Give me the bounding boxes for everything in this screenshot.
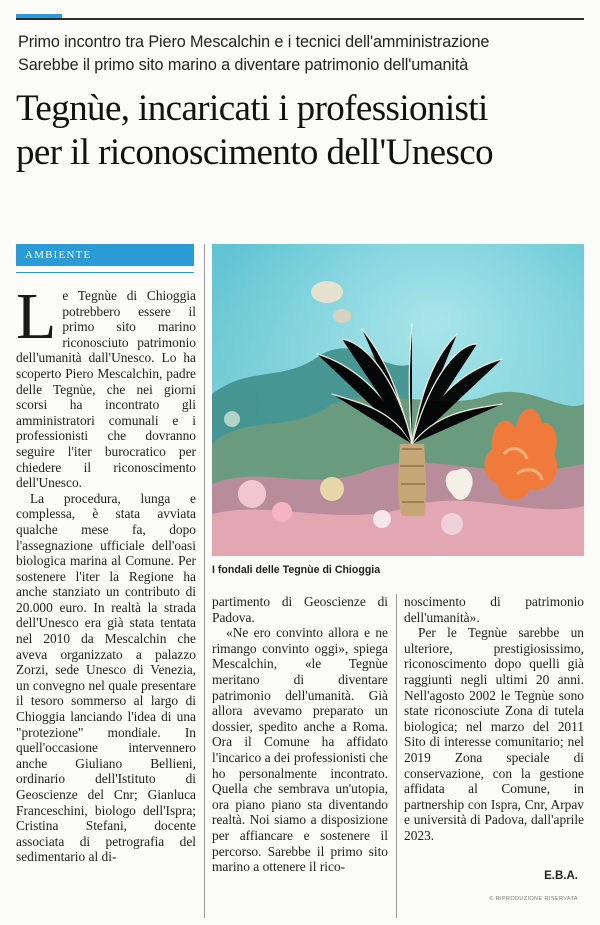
copyright-note: © RIPRODUZIONE RISERVATA: [489, 896, 578, 902]
headline-line-2: per il riconoscimento dell'Unesco: [16, 132, 493, 173]
headline-line-1: Tegnùe, incaricati i professionisti: [16, 88, 488, 129]
drop-cap: L: [16, 288, 57, 353]
column-rule-2: [396, 594, 397, 918]
paragraph-recognitions: Per le Tegnùe sarebbe un ulteriore, prestigiosissimo, riconoscimento dopo quelli già raggiunti negli ultimi 20 anni. Nell'agosto 2002 le Tegnùe sono state riconosciute Zona di tutela biologica; nel marzo del 2011 Sito di interesse comunitario; nel 2019 Zona speciale di conservazione, con la gestione affidata al Comune, in partnership con Ispra, Cnr, Arpav e università di Padova, dall'aprile 2023.: [404, 625, 584, 843]
paragraph-continuation-2: partimento di Geoscienze di Padova.: [212, 594, 388, 625]
seabed-photo: [212, 244, 584, 556]
coral-reef-illustration: [212, 244, 584, 556]
intro-text: e Tegnùe di Chioggia potrebbero essere il primo sito marino riconosciuto patrimonio dell'umanità dall'Unesco. Lo ha scoperto Piero Mescalchin, padre delle Tegnùe, che nei giorni scorsi ha incontrato gli amministratori comunali e i professionisti che dovranno seguire l'iter burocratico per chiedere il riconoscimento dell'Unesco.: [16, 288, 196, 491]
author-signature: E.B.A.: [544, 870, 578, 882]
kicker-underline: [16, 272, 194, 273]
paragraph-intro: [16, 288, 196, 491]
column-rule-1: [204, 244, 205, 918]
subheadline-1: Primo incontro tra Piero Mescalchin e i tecnici dell'amministrazione: [18, 33, 490, 51]
article-column-1: [16, 288, 196, 918]
paragraph-quote: «Ne ero convinto allora e ne rimango convinto oggi», spiega Mescalchin, «le Tegnùe meritano di diventare patrimonio dell'umanità. Già allora avevamo preparato un dossier, spedito anche a Roma. Ora il Comune ha affidato l'incarico a dei professionisti che ho personalmente incontrato. Quella che sembrava un'utopia, ora piano piano sta diventando realtà. Noi siamo a disposizione per affiancare e sostenere il percorso. Sarebbe il primo sito marino a ottenere il rico-: [212, 625, 388, 875]
paragraph-procedure: La procedura, lunga e complessa, è stata avviata qualche mese fa, dopo l'assegnazione ufficiale dell'oasi biologica marina al Comune. Per sostenere l'iter la Regione ha anche stanziato un contributo di 20.000 euro. In realtà la strada dell'Unesco era già stata tentata nel 2010 da Mescalchin che aveva organizzato a palazzo Zorzi, sede Unesco di Venezia, un convegno nel quale presentare il tesoro sommerso al largo di Chioggia lanciando l'idea di una "protezione" mondiale. In quell'occasione intervennero anche Giuliano Bellieni, ordinario dell'Istituto di Geoscienze del Cnr; Gianluca Franceschini, biologo dell'Ispra; Cristina Stefani, docente associata di petrografia del sedimentario al di-: [16, 490, 196, 865]
paragraph-continuation-3: noscimento di patrimonio dell'umanità».: [404, 594, 584, 625]
photo-caption: I fondali delle Tegnùe di Chioggia: [212, 564, 381, 576]
top-rule: [16, 18, 584, 20]
section-kicker: AMBIENTE: [16, 244, 194, 266]
article-column-2: [212, 594, 388, 918]
subheadline-2: Sarebbe il primo sito marino a diventare patrimonio dell'umanità: [18, 56, 469, 74]
